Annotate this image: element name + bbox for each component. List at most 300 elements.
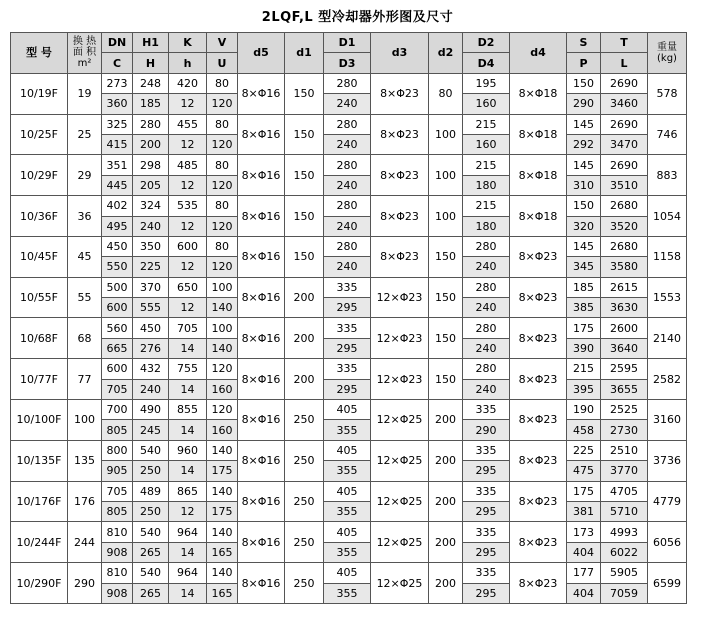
cell-dn: 800 [102, 440, 133, 460]
cell-dn: 705 [102, 481, 133, 501]
cell-D4: 290 [463, 420, 510, 440]
cell-area: 290 [68, 563, 102, 604]
header-k: K [169, 33, 207, 53]
cell-p: 395 [567, 379, 601, 399]
cell-dn: 560 [102, 318, 133, 338]
cell-p: 390 [567, 338, 601, 358]
cell-s: 150 [567, 73, 601, 93]
cell-d5: 8×Φ16 [238, 359, 285, 400]
table-row [11, 481, 715, 501]
cell-c: 908 [102, 583, 133, 603]
cell-D2: 215 [463, 196, 510, 216]
cell-v: 80 [207, 196, 238, 216]
cell-hh: 14 [169, 461, 207, 481]
cell-k: 964 [169, 563, 207, 583]
cell-v: 120 [207, 359, 238, 379]
table-row [11, 73, 715, 93]
header-D4: D4 [463, 53, 510, 73]
cell-hh: 14 [169, 420, 207, 440]
header-u: U [207, 53, 238, 73]
cell-dn: 325 [102, 114, 133, 134]
cell-h1: 432 [133, 359, 169, 379]
cell-d5: 8×Φ16 [238, 481, 285, 522]
cell-d4: 8×Φ18 [510, 155, 567, 196]
cell-d4: 8×Φ23 [510, 481, 567, 522]
cell-area: 55 [68, 277, 102, 318]
cell-d4: 8×Φ23 [510, 400, 567, 441]
cell-u: 160 [207, 420, 238, 440]
cell-D3: 240 [324, 257, 371, 277]
cell-area: 29 [68, 155, 102, 196]
cell-l: 3640 [601, 338, 648, 358]
table-row [11, 196, 715, 216]
cell-l: 7059 [601, 583, 648, 603]
cell-D2: 280 [463, 359, 510, 379]
cell-p: 385 [567, 298, 601, 318]
cell-D1: 335 [324, 359, 371, 379]
cell-c: 360 [102, 94, 133, 114]
cell-l: 3770 [601, 461, 648, 481]
cell-v: 80 [207, 73, 238, 93]
cell-p: 310 [567, 175, 601, 195]
cell-model: 10/55F [11, 277, 68, 318]
cell-d4: 8×Φ23 [510, 359, 567, 400]
cell-h: 555 [133, 298, 169, 318]
cell-D3: 295 [324, 379, 371, 399]
cell-v: 80 [207, 155, 238, 175]
cell-d3: 12×Φ25 [371, 400, 429, 441]
table-row [11, 522, 715, 542]
cell-d5: 8×Φ16 [238, 236, 285, 277]
table-row-secondary [11, 94, 715, 114]
cell-l: 3630 [601, 298, 648, 318]
cell-h: 240 [133, 216, 169, 236]
cell-D4: 180 [463, 175, 510, 195]
header-D3: D3 [324, 53, 371, 73]
cell-u: 140 [207, 338, 238, 358]
cell-model: 10/19F [11, 73, 68, 114]
table-row-secondary [11, 583, 715, 603]
cell-k: 650 [169, 277, 207, 297]
table-row-secondary [11, 338, 715, 358]
cell-model: 10/36F [11, 196, 68, 237]
cell-v: 80 [207, 236, 238, 256]
cell-h1: 540 [133, 563, 169, 583]
cell-s: 145 [567, 114, 601, 134]
cell-c: 905 [102, 461, 133, 481]
cell-area: 176 [68, 481, 102, 522]
cell-D2: 215 [463, 155, 510, 175]
cell-d3: 12×Φ23 [371, 359, 429, 400]
cell-d4: 8×Φ23 [510, 277, 567, 318]
table-body [11, 73, 715, 603]
cell-t: 4705 [601, 481, 648, 501]
cell-D1: 335 [324, 277, 371, 297]
cell-d3: 12×Φ25 [371, 440, 429, 481]
cell-p: 404 [567, 583, 601, 603]
cell-dn: 810 [102, 522, 133, 542]
cell-model: 10/290F [11, 563, 68, 604]
cell-hh: 12 [169, 501, 207, 521]
cell-d2: 150 [429, 318, 463, 359]
cell-h: 250 [133, 501, 169, 521]
cell-D4: 240 [463, 338, 510, 358]
cell-hh: 12 [169, 134, 207, 154]
cell-c: 805 [102, 501, 133, 521]
header-weight: 重量 (kg) [648, 33, 687, 74]
cell-u: 175 [207, 461, 238, 481]
cell-k: 535 [169, 196, 207, 216]
cell-dn: 600 [102, 359, 133, 379]
cell-area: 68 [68, 318, 102, 359]
cell-d1: 250 [285, 563, 324, 604]
cell-hh: 14 [169, 379, 207, 399]
cell-d4: 8×Φ23 [510, 440, 567, 481]
cell-d2: 150 [429, 236, 463, 277]
cell-h1: 298 [133, 155, 169, 175]
cell-d5: 8×Φ16 [238, 318, 285, 359]
cell-d2: 80 [429, 73, 463, 114]
cell-D2: 335 [463, 563, 510, 583]
cell-t: 2615 [601, 277, 648, 297]
cell-D1: 280 [324, 155, 371, 175]
cell-t: 4993 [601, 522, 648, 542]
cell-p: 292 [567, 134, 601, 154]
cell-h1: 450 [133, 318, 169, 338]
cell-hh: 14 [169, 583, 207, 603]
cell-d5: 8×Φ16 [238, 440, 285, 481]
cell-h1: 490 [133, 400, 169, 420]
cell-t: 5905 [601, 563, 648, 583]
header-area: 换 热 面 积 m² [68, 33, 102, 74]
cell-s: 175 [567, 318, 601, 338]
header-model: 型 号 [11, 33, 68, 74]
cell-h1: 370 [133, 277, 169, 297]
cell-D3: 240 [324, 94, 371, 114]
cell-d3: 8×Φ23 [371, 155, 429, 196]
cell-model: 10/25F [11, 114, 68, 155]
cell-d1: 200 [285, 359, 324, 400]
cell-area: 100 [68, 400, 102, 441]
cell-h1: 489 [133, 481, 169, 501]
header-c: C [102, 53, 133, 73]
cell-weight: 1553 [648, 277, 687, 318]
table-row [11, 277, 715, 297]
cell-c: 805 [102, 420, 133, 440]
cell-d5: 8×Φ16 [238, 196, 285, 237]
cell-d4: 8×Φ23 [510, 563, 567, 604]
cell-D4: 295 [463, 501, 510, 521]
cell-l: 3580 [601, 257, 648, 277]
cell-D3: 355 [324, 583, 371, 603]
cell-c: 600 [102, 298, 133, 318]
cell-d5: 8×Φ16 [238, 277, 285, 318]
cell-D4: 295 [463, 583, 510, 603]
cell-D1: 405 [324, 563, 371, 583]
cell-d3: 12×Φ23 [371, 318, 429, 359]
cell-D3: 240 [324, 175, 371, 195]
cell-d1: 250 [285, 522, 324, 563]
cell-weight: 2582 [648, 359, 687, 400]
cell-D3: 355 [324, 420, 371, 440]
cell-d1: 150 [285, 114, 324, 155]
cell-u: 165 [207, 542, 238, 562]
cell-p: 320 [567, 216, 601, 236]
cell-d5: 8×Φ16 [238, 522, 285, 563]
table-row-secondary [11, 461, 715, 481]
cell-D2: 215 [463, 114, 510, 134]
cell-v: 120 [207, 400, 238, 420]
cell-d3: 12×Φ25 [371, 522, 429, 563]
cell-h: 265 [133, 542, 169, 562]
cell-d4: 8×Φ23 [510, 236, 567, 277]
cell-dn: 700 [102, 400, 133, 420]
cell-k: 705 [169, 318, 207, 338]
cell-h1: 280 [133, 114, 169, 134]
cell-d5: 8×Φ16 [238, 155, 285, 196]
cell-h1: 324 [133, 196, 169, 216]
cell-h: 240 [133, 379, 169, 399]
cell-k: 455 [169, 114, 207, 134]
cell-d1: 150 [285, 196, 324, 237]
cell-s: 145 [567, 155, 601, 175]
cell-D1: 280 [324, 73, 371, 93]
cell-D2: 335 [463, 400, 510, 420]
header-h: H [133, 53, 169, 73]
cell-l: 3460 [601, 94, 648, 114]
cell-model: 10/45F [11, 236, 68, 277]
cell-D2: 195 [463, 73, 510, 93]
cell-D1: 280 [324, 196, 371, 216]
cell-D1: 405 [324, 440, 371, 460]
cell-l: 2730 [601, 420, 648, 440]
cell-model: 10/68F [11, 318, 68, 359]
cell-D4: 160 [463, 134, 510, 154]
cell-weight: 3160 [648, 400, 687, 441]
cell-c: 415 [102, 134, 133, 154]
cell-s: 177 [567, 563, 601, 583]
cell-area: 45 [68, 236, 102, 277]
cell-p: 345 [567, 257, 601, 277]
cell-u: 160 [207, 379, 238, 399]
cell-D2: 280 [463, 318, 510, 338]
header-d1: d1 [285, 33, 324, 74]
cell-weight: 4779 [648, 481, 687, 522]
cell-t: 2600 [601, 318, 648, 338]
cell-model: 10/100F [11, 400, 68, 441]
cell-D2: 335 [463, 522, 510, 542]
cell-hh: 14 [169, 542, 207, 562]
header-d5: d5 [238, 33, 285, 74]
cell-l: 3510 [601, 175, 648, 195]
cell-d2: 200 [429, 522, 463, 563]
cell-u: 175 [207, 501, 238, 521]
table-row-secondary [11, 420, 715, 440]
cell-d3: 8×Φ23 [371, 114, 429, 155]
cell-t: 2680 [601, 236, 648, 256]
cell-k: 755 [169, 359, 207, 379]
table-row-secondary [11, 175, 715, 195]
cell-D1: 405 [324, 522, 371, 542]
cell-d2: 100 [429, 196, 463, 237]
cell-d2: 200 [429, 400, 463, 441]
cell-l: 5710 [601, 501, 648, 521]
cell-D1: 405 [324, 481, 371, 501]
table-row-secondary [11, 542, 715, 562]
cell-d2: 150 [429, 359, 463, 400]
cell-D4: 160 [463, 94, 510, 114]
header-p: P [567, 53, 601, 73]
cell-h: 276 [133, 338, 169, 358]
cell-l: 3655 [601, 379, 648, 399]
cell-p: 404 [567, 542, 601, 562]
header-d4: d4 [510, 33, 567, 74]
dimension-table [10, 32, 715, 604]
cell-D3: 295 [324, 338, 371, 358]
cell-l: 3520 [601, 216, 648, 236]
cell-d4: 8×Φ23 [510, 318, 567, 359]
table-row [11, 359, 715, 379]
cell-h: 265 [133, 583, 169, 603]
cell-d3: 8×Φ23 [371, 73, 429, 114]
cell-dn: 402 [102, 196, 133, 216]
table-row-secondary [11, 216, 715, 236]
cell-hh: 12 [169, 94, 207, 114]
cell-t: 2680 [601, 196, 648, 216]
cell-p: 458 [567, 420, 601, 440]
table-row [11, 114, 715, 134]
cell-h1: 540 [133, 522, 169, 542]
header-d2: d2 [429, 33, 463, 74]
cell-v: 80 [207, 114, 238, 134]
cell-l: 6022 [601, 542, 648, 562]
cell-hh: 12 [169, 298, 207, 318]
cell-p: 290 [567, 94, 601, 114]
header-D2: D2 [463, 33, 510, 53]
table-row [11, 563, 715, 583]
cell-D3: 240 [324, 216, 371, 236]
cell-dn: 273 [102, 73, 133, 93]
cell-D4: 180 [463, 216, 510, 236]
header-dn: DN [102, 33, 133, 53]
cell-D4: 295 [463, 461, 510, 481]
cell-model: 10/244F [11, 522, 68, 563]
cell-k: 960 [169, 440, 207, 460]
cell-D1: 335 [324, 318, 371, 338]
cell-k: 865 [169, 481, 207, 501]
cell-s: 225 [567, 440, 601, 460]
cell-s: 185 [567, 277, 601, 297]
cell-p: 475 [567, 461, 601, 481]
header-l: L [601, 53, 648, 73]
cell-area: 135 [68, 440, 102, 481]
cell-v: 140 [207, 522, 238, 542]
cell-d1: 200 [285, 318, 324, 359]
table-row-secondary [11, 298, 715, 318]
cell-area: 244 [68, 522, 102, 563]
cell-k: 485 [169, 155, 207, 175]
table-row-secondary [11, 134, 715, 154]
cell-s: 145 [567, 236, 601, 256]
cell-u: 120 [207, 216, 238, 236]
cell-c: 908 [102, 542, 133, 562]
cell-weight: 2140 [648, 318, 687, 359]
cell-weight: 3736 [648, 440, 687, 481]
cell-D3: 240 [324, 134, 371, 154]
cell-t: 2595 [601, 359, 648, 379]
cell-c: 665 [102, 338, 133, 358]
cell-hh: 12 [169, 175, 207, 195]
cell-d1: 150 [285, 73, 324, 114]
cell-area: 36 [68, 196, 102, 237]
cell-D3: 355 [324, 461, 371, 481]
cell-k: 420 [169, 73, 207, 93]
cell-t: 2690 [601, 114, 648, 134]
header-h1: H1 [133, 33, 169, 53]
cell-d4: 8×Φ18 [510, 114, 567, 155]
table-row-secondary [11, 257, 715, 277]
cell-D1: 280 [324, 114, 371, 134]
cell-d3: 8×Φ23 [371, 196, 429, 237]
cell-d2: 100 [429, 155, 463, 196]
cell-v: 100 [207, 277, 238, 297]
table-row [11, 400, 715, 420]
cell-h1: 540 [133, 440, 169, 460]
cell-d5: 8×Φ16 [238, 400, 285, 441]
cell-v: 100 [207, 318, 238, 338]
table-row-secondary [11, 379, 715, 399]
cell-k: 964 [169, 522, 207, 542]
cell-t: 2690 [601, 73, 648, 93]
cell-u: 120 [207, 175, 238, 195]
cell-D1: 405 [324, 400, 371, 420]
cell-d1: 250 [285, 440, 324, 481]
cell-c: 550 [102, 257, 133, 277]
cell-v: 140 [207, 563, 238, 583]
cell-area: 25 [68, 114, 102, 155]
cell-dn: 810 [102, 563, 133, 583]
cell-s: 173 [567, 522, 601, 542]
cell-c: 495 [102, 216, 133, 236]
cell-h: 200 [133, 134, 169, 154]
cell-d2: 200 [429, 481, 463, 522]
cell-model: 10/135F [11, 440, 68, 481]
cell-weight: 883 [648, 155, 687, 196]
cell-d4: 8×Φ18 [510, 196, 567, 237]
cell-k: 600 [169, 236, 207, 256]
cell-D4: 240 [463, 379, 510, 399]
cell-weight: 6599 [648, 563, 687, 604]
cell-u: 120 [207, 94, 238, 114]
cell-h1: 350 [133, 236, 169, 256]
cell-D1: 280 [324, 236, 371, 256]
table-row [11, 318, 715, 338]
cell-s: 175 [567, 481, 601, 501]
cell-hh: 12 [169, 216, 207, 236]
cell-model: 10/77F [11, 359, 68, 400]
cell-d4: 8×Φ18 [510, 73, 567, 114]
cell-weight: 6056 [648, 522, 687, 563]
cell-s: 190 [567, 400, 601, 420]
cell-d3: 8×Φ23 [371, 236, 429, 277]
header-s: S [567, 33, 601, 53]
cell-d3: 12×Φ25 [371, 481, 429, 522]
cell-D2: 335 [463, 481, 510, 501]
cell-h: 185 [133, 94, 169, 114]
cell-weight: 578 [648, 73, 687, 114]
cell-d5: 8×Φ16 [238, 114, 285, 155]
cell-t: 2690 [601, 155, 648, 175]
